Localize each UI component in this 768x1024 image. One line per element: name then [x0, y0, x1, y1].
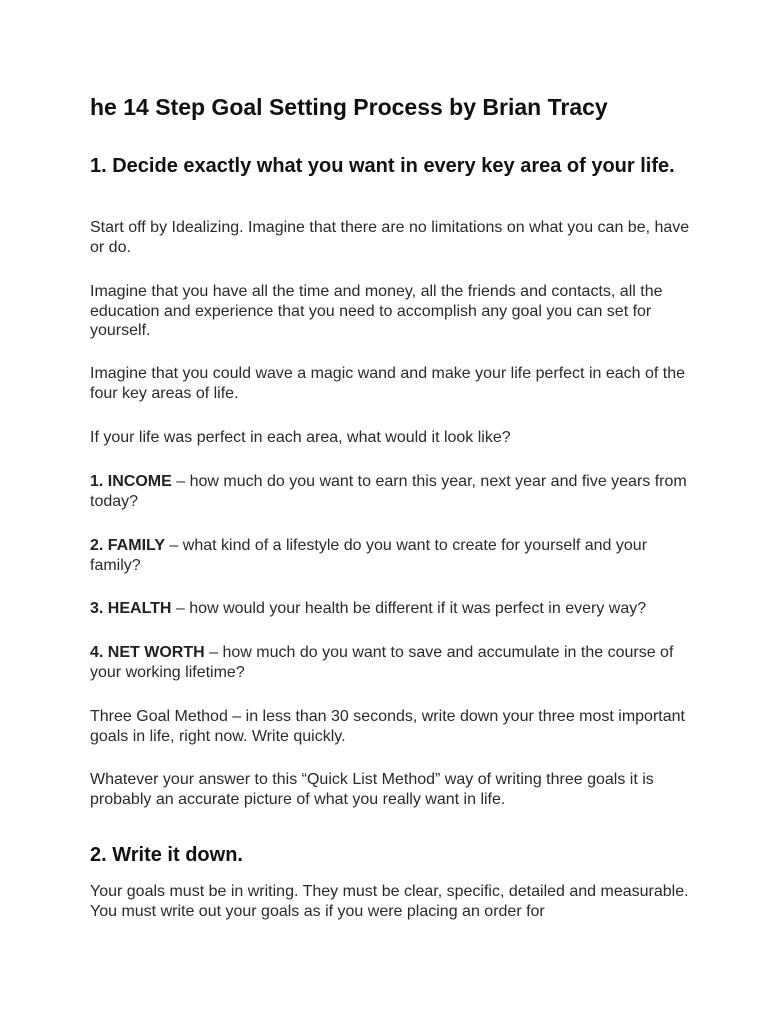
key-area-label: 1. INCOME	[90, 473, 172, 490]
key-area-text: – how much do you want to earn this year, next year and five years from today?	[90, 473, 687, 510]
section-heading-1: 1. Decide exactly what you want in every key area of your life.	[90, 155, 675, 177]
key-area-label: 2. FAMILY	[90, 537, 165, 554]
paragraph-time-money: Imagine that you have all the time and money, all the friends and contacts, all the education and experience that you need to accomplish any goal you can set for yourself.	[90, 283, 663, 339]
paragraph-three-goal-method: Three Goal Method – in less than 30 seconds, write down your three most important goals in life, right now. Write quickly.	[90, 708, 685, 745]
paragraph-quick-list: Whatever your answer to this “Quick List Method” way of writing three goals it is probably an accurate picture of what you really want in life.	[90, 771, 654, 808]
document-title: he 14 Step Goal Setting Process by Brian Tracy	[90, 94, 608, 120]
key-area-text: – what kind of a lifestyle do you want to create for yourself and your family?	[90, 537, 648, 574]
paragraph-magic-wand: Imagine that you could wave a magic wand and make your life perfect in each of the four key areas of life.	[90, 365, 686, 402]
key-area-family	[90, 536, 690, 575]
paragraph-perfect-life: If your life was perfect in each area, what would it look like?	[90, 429, 511, 446]
key-area-label: 3. HEALTH	[90, 600, 172, 617]
paragraph-idealizing: Start off by Idealizing. Imagine that there are no limitations on what you can be, have or do.	[90, 219, 690, 256]
section-heading-2: 2. Write it down.	[90, 844, 243, 866]
key-area-text: – how would your health be different if it was perfect in every way?	[171, 600, 647, 617]
paragraph-write-it-down: Your goals must be in writing. They must be clear, specific, detailed and measurable. You must write out your goals as if you were placing an order for	[90, 883, 689, 920]
key-area-label: 4. NET WORTH	[90, 644, 205, 661]
key-area-health	[90, 599, 690, 619]
key-area-net-worth	[90, 643, 690, 682]
key-area-income	[90, 472, 690, 511]
key-area-text: – how much do you want to save and accumulate in the course of your working lifetime?	[90, 644, 674, 681]
